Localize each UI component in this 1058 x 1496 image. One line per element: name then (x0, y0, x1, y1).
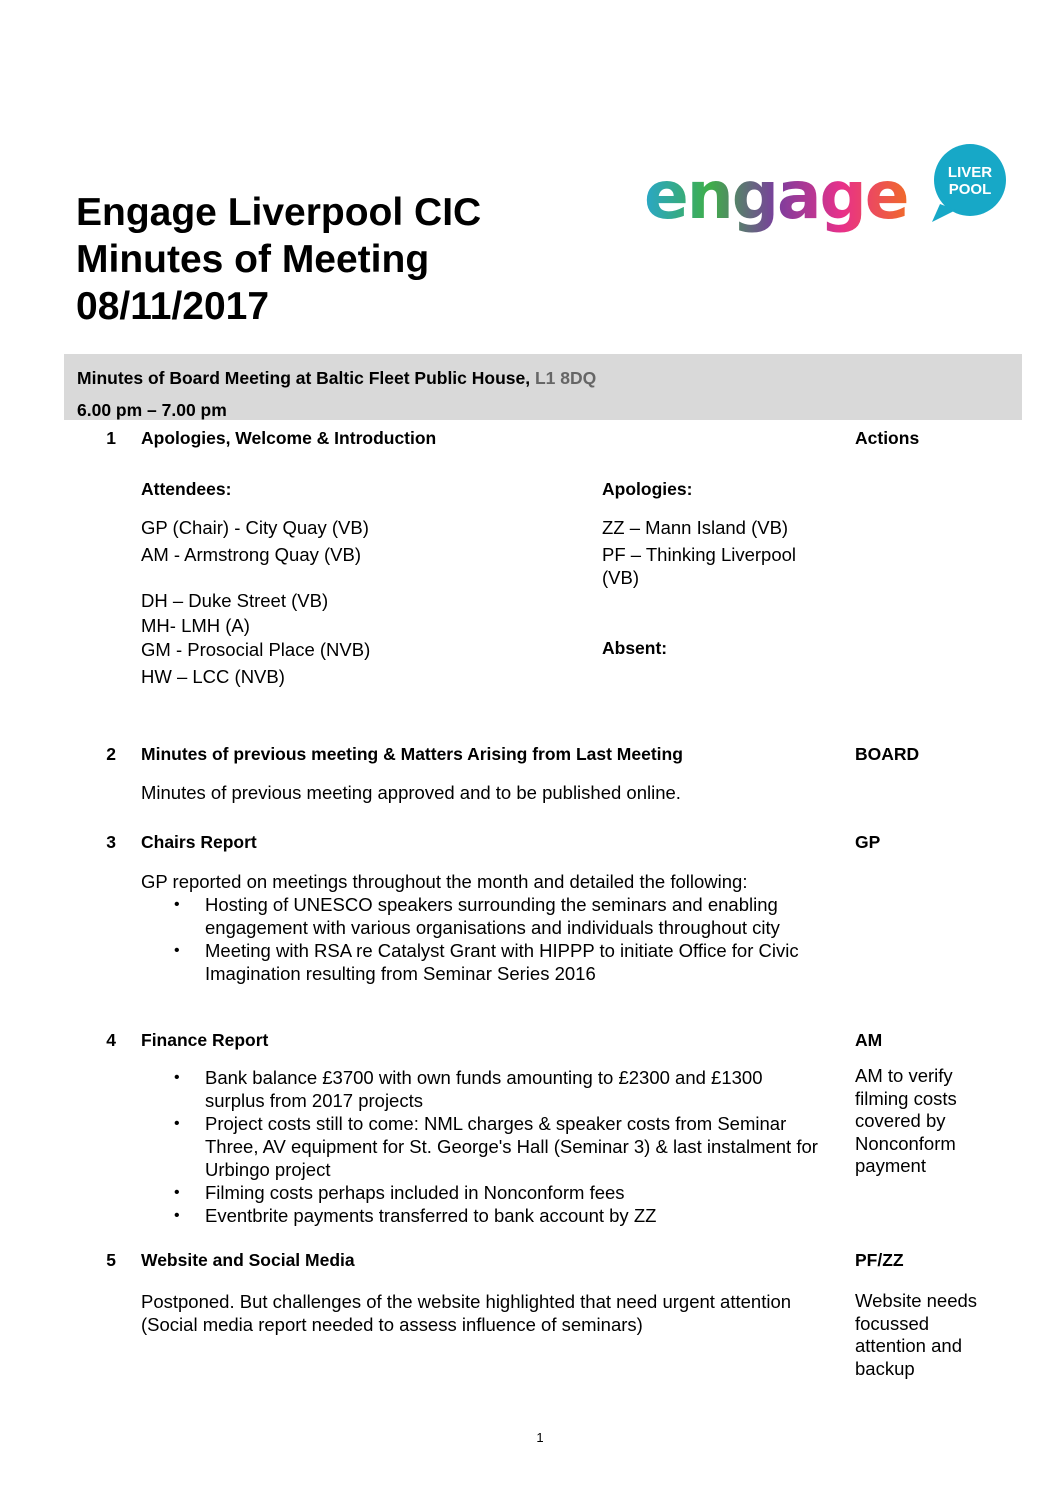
bullet-list (174, 893, 805, 985)
attendee-item: HW – LCC (NVB) (141, 666, 285, 687)
section-heading: Website and Social Media (141, 1250, 355, 1270)
list-item: • Hosting of UNESCO speakers surrounding the seminars and enabling engagement with various organisations and individuals throughout city (174, 894, 780, 938)
list-item: • Filming costs perhaps included in Nonconform fees (174, 1182, 625, 1203)
meeting-location: Minutes of Board Meeting at Baltic Fleet Public House, L1 8DQ (77, 368, 597, 388)
attendee-item: GP (Chair) - City Quay (VB) (141, 517, 369, 538)
section-number: 1 (106, 428, 116, 448)
engage-logo (640, 138, 1020, 258)
apologies-label: Apologies: (602, 479, 693, 499)
attendee-item: DH – Duke Street (VB) (141, 590, 329, 611)
list-item: • Project costs still to come: NML charges & speaker costs from Seminar Three, AV equipment for St. George's Hall (Seminar 3) & last instalment for Urbingo project (174, 1113, 818, 1180)
attendee-item: GM - Prosocial Place (NVB) (141, 639, 371, 660)
list-item: • Meeting with RSA re Catalyst Grant with HIPPP to initiate Office for Civic Imagination resulting from Seminar Series 2016 (174, 940, 799, 984)
title-doc: Minutes of Meeting (76, 238, 430, 281)
section-number: 2 (106, 744, 116, 764)
attendee-item: AM - Armstrong Quay (VB) (141, 544, 361, 565)
list-item: • Bank balance £3700 with own funds amounting to £2300 and £1300 surplus from 2017 projects (174, 1067, 763, 1111)
bullet-list (174, 1066, 835, 1227)
meeting-postcode: L1 8DQ (534, 368, 597, 388)
attendee-item: MH- LMH (A) (141, 615, 250, 636)
section-action-owner: GP (855, 832, 881, 852)
title-date: 08/11/2017 (76, 285, 270, 328)
title-org: Engage Liverpool CIC (76, 191, 482, 234)
apology-item: PF – Thinking Liverpool (VB) (602, 544, 797, 588)
logo-word: engage (644, 157, 908, 234)
section-body: Postponed. But challenges of the website highlighted that need urgent attention (Social media report needed to assess influence of seminars) (141, 1291, 792, 1335)
action-note: AM to verify filming costs covered by Nonconform payment (855, 1065, 957, 1176)
action-note: Website needs focussed attention and backup (855, 1290, 978, 1379)
section-heading: Apologies, Welcome & Introduction (141, 428, 437, 448)
logo-badge-line2: POOL (948, 181, 992, 198)
attendees-label: Attendees: (141, 479, 232, 499)
section-body: Minutes of previous meeting approved and to be published online. (141, 782, 681, 803)
section-body: GP reported on meetings throughout the month and detailed the following: (141, 871, 748, 892)
section-number: 5 (106, 1250, 116, 1270)
section-heading: Finance Report (141, 1030, 269, 1050)
section-action-owner: PF/ZZ (855, 1250, 904, 1270)
section-number: 4 (106, 1030, 116, 1050)
absent-label: Absent: (602, 638, 668, 658)
section-heading: Chairs Report (141, 832, 257, 852)
list-item: • Eventbrite payments transferred to bank account by ZZ (174, 1205, 657, 1226)
page-number: 1 (536, 1430, 544, 1445)
meeting-time: 6.00 pm – 7.00 pm (77, 400, 227, 420)
section-action-owner: BOARD (855, 744, 920, 764)
section-action-owner: AM (855, 1030, 883, 1050)
section-number: 3 (106, 832, 116, 852)
section-heading: Minutes of previous meeting & Matters Arising from Last Meeting (141, 744, 683, 764)
section-action-owner: Actions (855, 428, 920, 448)
logo-badge-line1: LIVER (947, 164, 993, 181)
apology-item: ZZ – Mann Island (VB) (602, 517, 789, 538)
